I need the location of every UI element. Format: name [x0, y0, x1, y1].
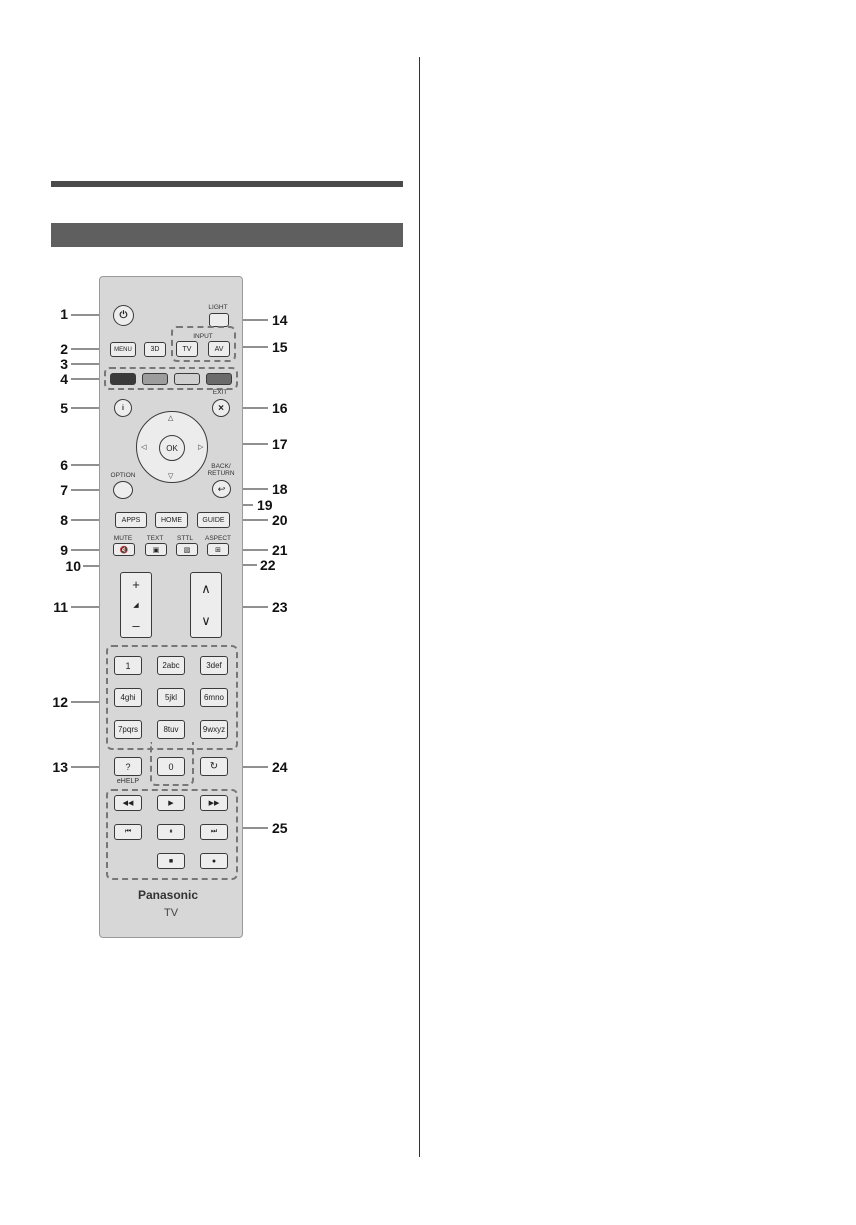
key-9[interactable]: 9wxyz [200, 720, 228, 739]
3d-button[interactable]: 3D [144, 342, 166, 357]
sttl-label: STTL [177, 535, 193, 542]
volume-rocker[interactable] [120, 572, 152, 638]
callout-18: 18 [272, 481, 288, 497]
fast-forward-button[interactable] [200, 795, 228, 811]
yellow-button[interactable] [174, 373, 200, 385]
blue-button[interactable] [206, 373, 232, 385]
key-0[interactable]: 0 [157, 757, 185, 776]
mute-icon: 🔇 [119, 546, 129, 554]
subtitle-button[interactable] [176, 543, 198, 556]
back-return-button[interactable] [212, 480, 231, 498]
key-8[interactable]: 8tuv [157, 720, 185, 739]
mute-button[interactable] [113, 543, 135, 556]
callout-2: 2 [60, 341, 68, 357]
model-label: TV [164, 907, 179, 919]
rewind-button[interactable] [114, 795, 142, 811]
red-button[interactable] [110, 373, 136, 385]
teletext-icon: ▣ [152, 546, 160, 554]
skip-back-button[interactable] [114, 824, 142, 840]
key-3[interactable]: 3def [200, 656, 228, 675]
apps-button[interactable]: APPS [115, 512, 147, 528]
menu-button[interactable]: MENU [110, 342, 136, 357]
ehelp-label: eHELP [116, 778, 140, 785]
light-label: LIGHT [208, 304, 228, 311]
aspect-icon: ⊞ [215, 546, 221, 554]
text-label: TEXT [146, 535, 164, 542]
option-label: OPTION [110, 472, 136, 479]
callout-12: 12 [52, 694, 68, 710]
callout-17: 17 [272, 436, 288, 452]
help-button[interactable]: ? [114, 757, 142, 776]
callout-7: 7 [60, 482, 68, 498]
down-arrow-icon: ▽ [168, 473, 174, 480]
key-4[interactable]: 4ghi [114, 688, 142, 707]
key-6[interactable]: 6mno [200, 688, 228, 707]
aspect-label: ASPECT [204, 535, 231, 542]
callout-21: 21 [272, 542, 288, 558]
record-button[interactable] [200, 853, 228, 869]
rewind-icon: ◀◀ [122, 800, 134, 807]
back-return-label: BACK/ RETURN [207, 463, 235, 477]
refresh-icon: ↻ [209, 761, 219, 772]
left-arrow-icon: ◁ [141, 444, 147, 451]
power-button[interactable] [113, 305, 134, 326]
volume-down: – [132, 617, 140, 633]
close-icon: × [218, 402, 224, 414]
home-button[interactable]: HOME [155, 512, 188, 528]
play-button[interactable] [157, 795, 185, 811]
play-icon: ▶ [168, 800, 174, 807]
ok-button[interactable]: OK [159, 435, 185, 461]
tv-button[interactable]: TV [176, 341, 198, 357]
callout-4: 4 [60, 371, 68, 387]
volume-up: + [132, 577, 140, 593]
callout-23: 23 [272, 599, 288, 615]
key-2[interactable]: 2abc [157, 656, 185, 675]
info-icon: i [122, 404, 124, 412]
skip-forward-icon: ⏭ [210, 828, 218, 835]
aspect-button[interactable] [207, 543, 229, 556]
stop-icon: ■ [168, 857, 174, 865]
guide-button[interactable]: GUIDE [197, 512, 230, 528]
input-label: INPUT [193, 333, 213, 340]
brand-logo: Panasonic [138, 888, 199, 902]
callout-24: 24 [272, 759, 288, 775]
callout-6: 6 [60, 457, 68, 473]
channel-rocker[interactable] [190, 572, 222, 638]
return-icon: ↩ [217, 483, 226, 494]
up-arrow-icon: △ [168, 415, 174, 422]
fast-forward-icon: ▶▶ [208, 800, 220, 807]
key-7[interactable]: 7pqrs [114, 720, 142, 739]
last-view-button[interactable] [200, 757, 228, 776]
skip-forward-button[interactable] [200, 824, 228, 840]
exit-label: EXIT [212, 389, 228, 396]
option-button[interactable] [113, 481, 133, 499]
record-icon: ● [211, 857, 217, 865]
callout-8: 8 [60, 512, 68, 528]
volume-icon: ◢ [133, 601, 139, 609]
stop-button[interactable] [157, 853, 185, 869]
light-button[interactable] [209, 313, 229, 327]
pause-button[interactable] [157, 824, 185, 840]
channel-up: ∧ [201, 581, 211, 596]
info-button[interactable] [114, 399, 132, 417]
right-arrow-icon: ▷ [198, 444, 204, 451]
callout-3: 3 [60, 356, 68, 372]
key-1[interactable]: 1 [114, 656, 142, 675]
callout-22: 22 [260, 557, 276, 573]
callout-19: 19 [257, 497, 273, 513]
channel-down: ∨ [201, 613, 211, 628]
callout-15: 15 [272, 339, 288, 355]
skip-back-icon: ⏮ [124, 828, 132, 835]
callout-11: 11 [53, 599, 68, 615]
subtitle-icon: ▧ [183, 546, 191, 554]
exit-button[interactable] [212, 399, 230, 417]
callout-13: 13 [52, 759, 68, 775]
callout-16: 16 [272, 400, 288, 416]
callout-1: 1 [60, 306, 68, 322]
text-button[interactable] [145, 543, 167, 556]
callout-20: 20 [272, 512, 288, 528]
callout-25: 25 [272, 820, 288, 836]
key-5[interactable]: 5jkl [157, 688, 185, 707]
callout-10: 10 [65, 558, 81, 574]
callout-9: 9 [60, 542, 68, 558]
pause-icon: ⏸ [169, 828, 173, 835]
callout-14: 14 [272, 312, 288, 328]
power-icon: ⏻ [119, 310, 128, 321]
mute-label: MUTE [113, 535, 133, 542]
av-button[interactable]: AV [208, 341, 230, 357]
green-button[interactable] [142, 373, 168, 385]
callout-5: 5 [60, 400, 68, 416]
